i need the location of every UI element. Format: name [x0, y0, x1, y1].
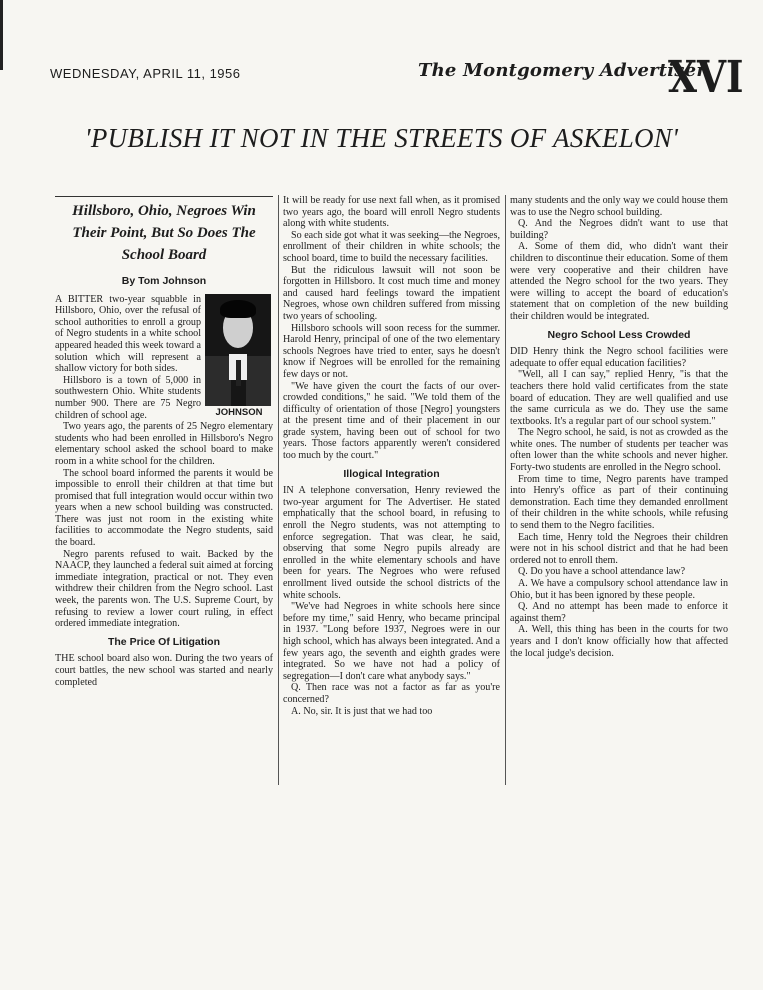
- paragraph: "Well, all I can say," replied Henry, "is that the teachers there hold valid certificates from the state board of education. They are well qualified and use the same curricula as we do. They use the same textbooks. It's a regular part of our school system.": [510, 369, 728, 427]
- column-rule-2: [505, 195, 506, 785]
- author-photo-box: [205, 294, 273, 419]
- paragraph: THE school board also won. During the two years of court battles, the new school was started and nearly completed: [55, 653, 273, 688]
- paragraph: Each time, Henry told the Negroes their children were not in his school district and that he had been ordered not to enroll them.: [510, 531, 728, 566]
- column-2: [283, 195, 500, 717]
- paragraph: A. We have a compulsory school attendance law in Ohio, but it has been ignored by these people.: [510, 578, 728, 601]
- column-rule-1: [278, 195, 279, 785]
- paragraph: Q. And the Negroes didn't want to use that building?: [510, 218, 728, 241]
- column-1: [55, 200, 273, 688]
- paragraph: So each side got what it was seeking—the Negroes, enrollment of their children in white schools; the school board, time to build the necessary facilities.: [283, 229, 500, 264]
- dateline: WEDNESDAY, APRIL 11, 1956: [50, 66, 241, 81]
- story-top-rule: [55, 196, 273, 197]
- paragraph: many students and the only way we could house them was to use the Negro school building.: [510, 195, 728, 218]
- newspaper-name: The Montgomery Advertiser: [418, 60, 706, 81]
- page-number: XVI: [668, 52, 744, 103]
- subhead: Illogical Integration: [343, 467, 440, 480]
- paragraph: The school board informed the parents it would be impossible to enroll their children at that time but promised that full integration would occur within two years when a new school building was constructed. There was just not room in the existing white facilities to accommodate the Negro students, said the board.: [55, 467, 273, 549]
- paragraph: Hillsboro schools will soon recess for the summer. Harold Henry, principal of one of the two elementary schools Negroes have tried to enter, says he doesn't know if Negroes will be enrolled for the remaining few days or not.: [283, 322, 500, 380]
- paragraph: DID Henry think the Negro school facilities were adequate to offer equal education facilities?: [510, 346, 728, 369]
- paragraph: "We've had Negroes in white schools here since before my time," said Henry, who became principal in 1937. "Long before 1937, Negroes were in our high school, which has always been integrated. And a few years ago, the seventh and eighth grades were integrated. So we have not had a policy of segregation—I don't care what anybody says.": [283, 601, 500, 682]
- paragraph: A. No, sir. It is just that we had too: [291, 705, 433, 717]
- paragraph: IN A telephone conversation, Henry reviewed the two-year argument for The Advertiser. He stated emphatically that the school board, in refusing to enroll the Negro students, was not attempting to enforce segregation. That was clear, he said, observing that some Negro pupils already are enrolled in the white elementary schools and have been for years. The Negroes who were refused enrollment lived outside the school districts of the white schools.: [283, 485, 500, 601]
- paragraph: Q. Then race was not a factor as far as you're concerned?: [283, 682, 500, 705]
- paragraph: From time to time, Negro parents have tramped into Henry's office as part of their continuing demonstration. Each time they demanded enrollment of their children in the white schools, while refusing to send them to the Negro facilities.: [510, 473, 728, 532]
- paragraph: It will be ready for use next fall when, as it promised two years ago, the board will enroll Negro students along with white students.: [283, 195, 500, 230]
- paragraph: Two years ago, the parents of 25 Negro elementary students who had been enrolled in Hillsboro's Negro elementary school asked the school board to make room in a white school for the children.: [55, 421, 273, 467]
- subhead: Negro School Less Crowded: [547, 328, 691, 341]
- paragraph: A. Some of them did, who didn't want their children to discontinue their education. Some of them were very cooperative and their children have attended the Negro school for the two years. They were willing to accept the board of education's statement that on completion of the new building their children would be integrated.: [510, 241, 728, 322]
- author-photo: [205, 294, 271, 406]
- photo-caption: JOHNSON: [215, 406, 263, 418]
- paragraph: Hillsboro is a town of 5,000 in southwestern Ohio. White students number 900. There are 75 Negro children of school age.: [55, 374, 201, 421]
- paragraph: A BITTER two-year squabble in Hillsboro, Ohio, over the refusal of school authorities to enroll a group of Negro students in a white school appeared headed this week toward a solution which will represent a shallow victory for both sides.: [55, 293, 202, 375]
- paragraph: Q. And no attempt has been made to enforce it against them?: [510, 601, 728, 624]
- column-3: [510, 195, 728, 659]
- scan-edge-mark: [0, 0, 3, 70]
- paragraph: The Negro school, he said, is not as crowded as the white ones. The number of students per teacher was often lower than the white schools and never higher. Forty-two students are enrolled in the Negro school.: [510, 427, 728, 474]
- paragraph: A. Well, this thing has been in the courts for two years and I don't know officially how that affected the local judge's decision.: [510, 624, 728, 659]
- page-headline: 'PUBLISH IT NOT IN THE STREETS OF ASKELON': [84, 123, 679, 153]
- paragraph: But the ridiculous lawsuit will not soon be forgotten in Hillsboro. It cost much time and money and caused hard feelings toward the impatient Negroes, whose own children suffered from missing two years of schooling.: [283, 264, 500, 322]
- paragraph: Q. Do you have a school attendance law?: [518, 566, 686, 578]
- paragraph: Negro parents refused to wait. Backed by the NAACP, they launched a federal suit aimed at forcing immediate integration, practical or not. They even withdrew their children from the Negro school. Last week, the parents won. The U.S. Supreme Court, by refusing to review a lower court ruling, in effect ordered immediate integration.: [55, 548, 273, 630]
- story-headline: Hillsboro, Ohio, Negroes Win Their Point, But So Does The School Board: [72, 203, 256, 263]
- byline: By Tom Johnson: [121, 275, 207, 287]
- paragraph: "We have given the court the facts of our over-crowded conditions," he said. "We told them of the difficulty of orientation of those [Negro] youngsters at the present time and of their placement in our grade system, having been out of school for two years. Those factors apparently weren't considered too much by the court.": [283, 380, 500, 462]
- subhead: The Price Of Litigation: [107, 635, 220, 648]
